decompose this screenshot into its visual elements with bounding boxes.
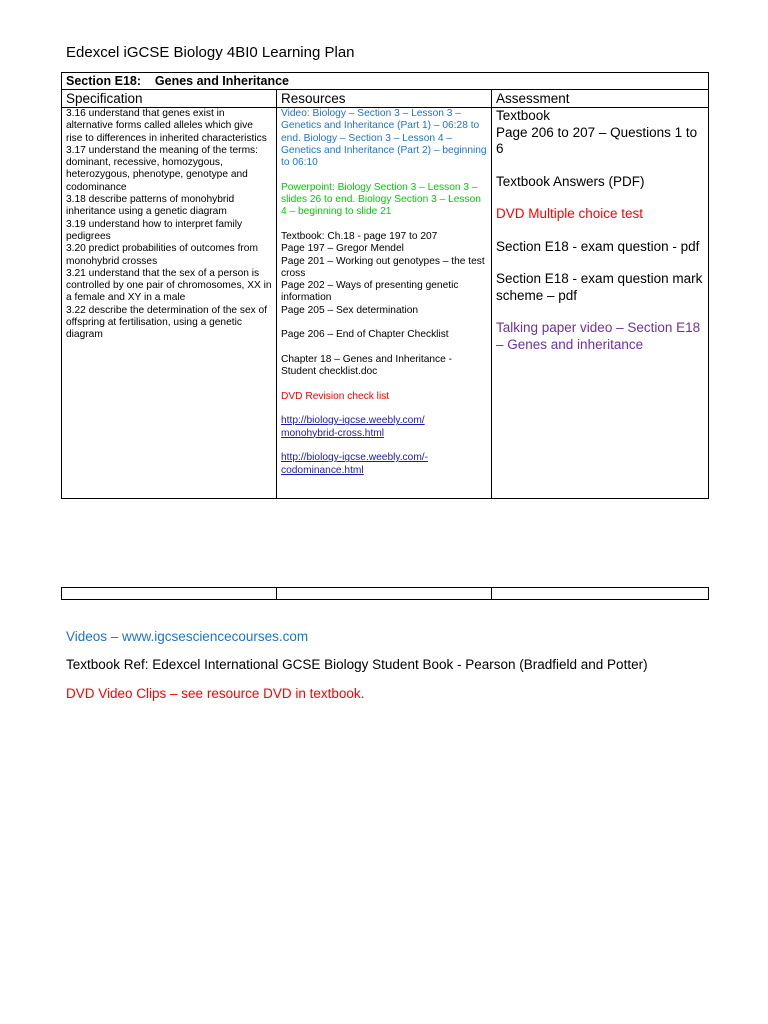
mark-scheme: Section E18 - exam question mark scheme – pdf	[496, 271, 703, 303]
talking-paper-video: Talking paper video – Section E18 – Genes and inheritance	[496, 320, 701, 352]
assessment-cell	[492, 108, 709, 499]
section-title: Section E18: Genes and Inheritance	[62, 73, 709, 90]
checklist-page: Page 206 – End of Chapter Checklist	[281, 329, 449, 341]
empty-cell	[62, 588, 277, 600]
empty-table-row	[61, 587, 709, 600]
student-checklist: Chapter 18 – Genes and Inheritance - Student checklist.doc	[281, 353, 453, 378]
learning-plan-table	[61, 72, 709, 499]
textbook-questions: Textbook Page 206 to 207 – Questions 1 to 6	[496, 108, 698, 156]
dvd-clips-footer: DVD Video Clips – see resource DVD in textbook.	[66, 686, 365, 701]
monohybrid-cross-link[interactable]: http://biology-igcse.weebly.com/ monohybrid-cross.html	[281, 415, 425, 439]
powerpoint-resource: Powerpoint: Biology Section 3 – Lesson 3 – slides 26 to end. Biology Section 3 – Lesson 4 – beginning to slide 21	[281, 181, 481, 218]
header-resources: Resources	[277, 90, 492, 108]
empty-cell	[492, 588, 709, 600]
dvd-multiple-choice: DVD Multiple choice test	[496, 206, 644, 221]
textbook-answers: Textbook Answers (PDF)	[496, 173, 645, 189]
dvd-revision-checklist: DVD Revision check list	[281, 390, 390, 402]
codominance-link[interactable]: http://biology-igcse.weebly.com/- codominance.html	[281, 452, 429, 476]
exam-question: Section E18 - exam question - pdf	[496, 238, 700, 254]
textbook-resource: Textbook: Ch.18 - page 197 to 207 Page 197 – Gregor Mendel Page 201 – Working out genotypes – the test cross Page 202 – Ways of presenting genetic information Page 205 – Sex determination	[281, 230, 485, 316]
header-specification: Specification	[62, 90, 277, 108]
empty-cell	[277, 588, 492, 600]
document-title: Edexcel iGCSE Biology 4BI0 Learning Plan	[66, 44, 355, 61]
resources-cell	[277, 108, 492, 499]
specification-cell	[62, 108, 277, 499]
textbook-ref-footer: Textbook Ref: Edexcel International GCSE Biology Student Book - Pearson (Bradfield and Potter)	[66, 657, 648, 672]
video-resource: Video: Biology – Section 3 – Lesson 3 – Genetics and Inheritance (Part 1) – 06:28 to end. Biology – Section 3 – Lesson 4 – Genetics and Inheritance (Part 2) – beginning to 06:10	[281, 108, 487, 169]
header-assessment: Assessment	[492, 90, 709, 108]
specification-text: 3.16 understand that genes exist in alternative forms called alleles which give rise to differences in inherited characteristics 3.17 understand the meaning of the terms: dominant, recessive, homozygous, heterozygous, phenotype, genotype and codominance 3.18 describe patterns of monohybrid inheritance using a genetic diagram 3.19 understand how to interpret family pedigrees 3.20 predict probabilities of outcomes from monohybrid crosses 3.21 understand that the sex of a person is controlled by one pair of chromosomes, XX in a female and XY in a male 3.22 describe the determination of the sex of offspring at fertilisation, using a genetic diagram	[66, 108, 272, 341]
videos-footer: Videos – www.igcsesciencecourses.com	[66, 629, 309, 644]
